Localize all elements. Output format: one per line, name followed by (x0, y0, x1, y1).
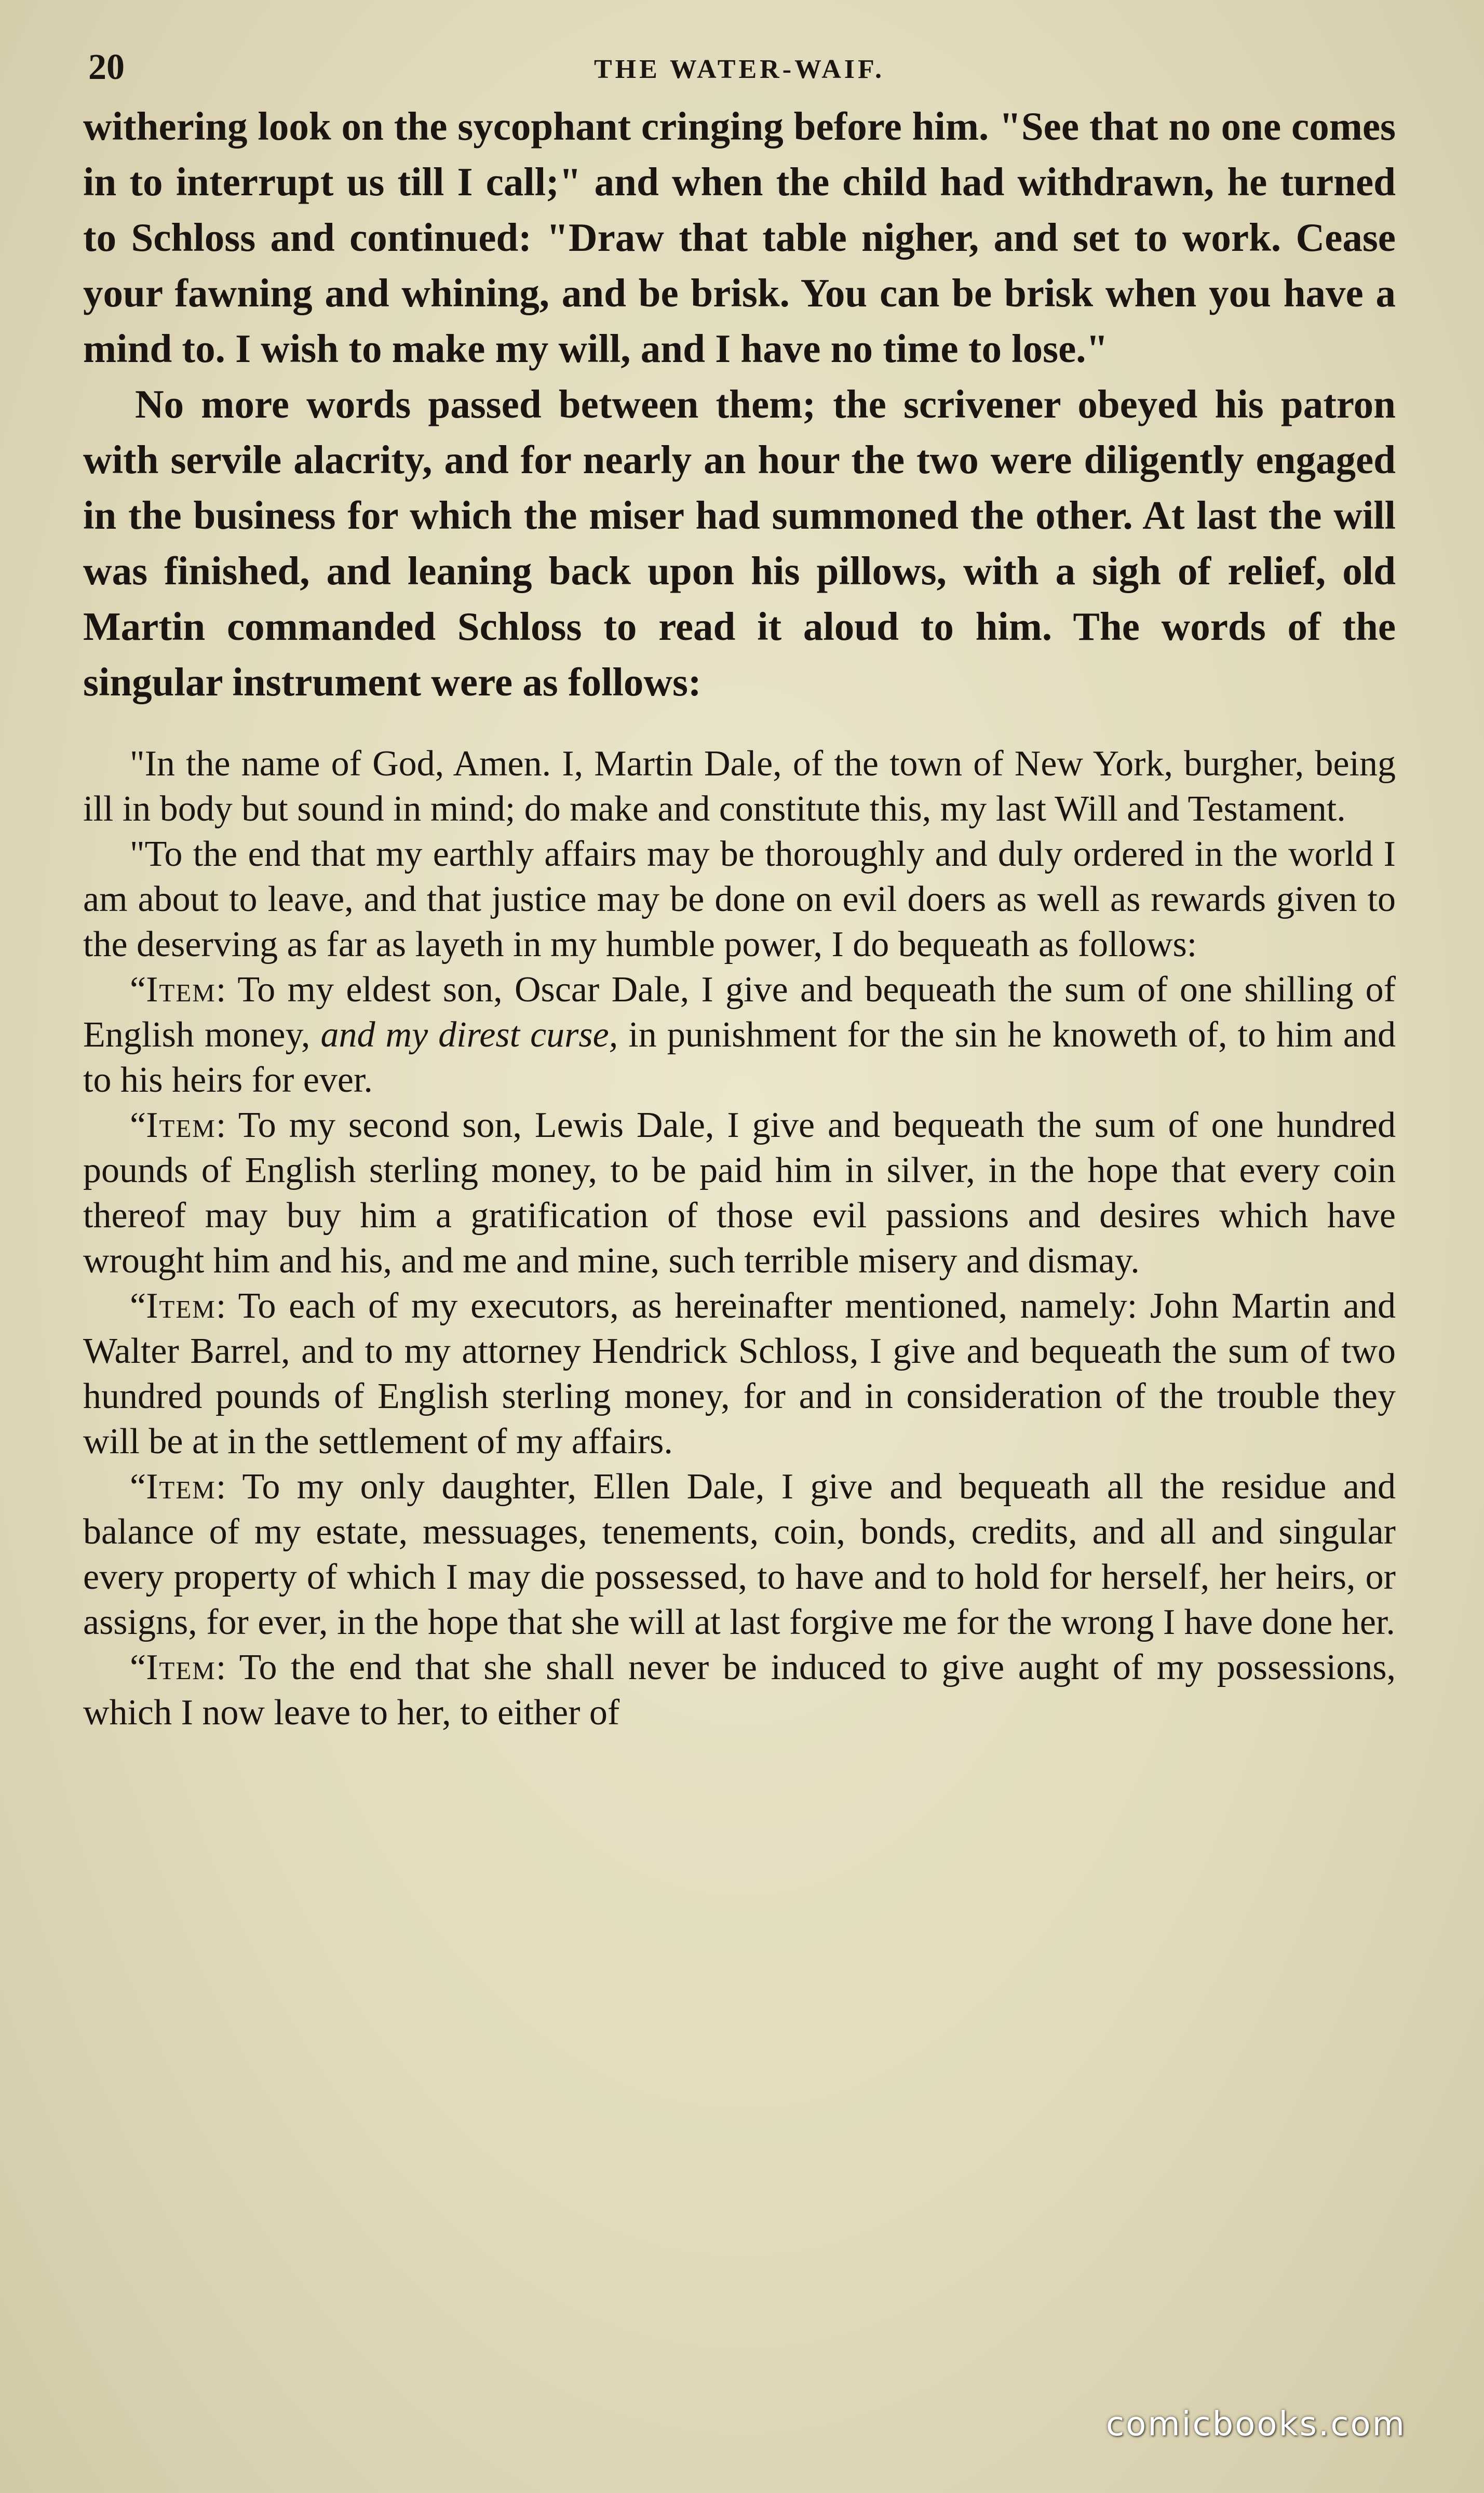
item-emphasis: and my direst curse, (320, 1015, 618, 1055)
item-text: : To my second son, Lewis Dale, I give and bequeath the sum of one hundred pounds of English sterling money, to be paid him in silver, in the hope that every coin thereof may buy him a gratification of those evil passions and desires which have wrought him and his, and me and mine, such terrible misery and dismay. (83, 1105, 1396, 1281)
item-label: Item (146, 1467, 216, 1507)
item-text: : To my only daughter, Ellen Dale, I give and bequeath all the residue and balance of my estate, messuages, tenements, coin, bonds, credits, and all and singular every property of which I may die possessed, to have and to hold for herself, her heirs, or assigns, for ever, in the hope that she will at last forgive me for the wrong I have done her. (83, 1467, 1396, 1642)
will-preamble: "To the end that my earthly affairs may be thoroughly and duly ordered in the world I am about to leave, and that justice may be done on evil doers as well as rewards given to the deserving as far as layeth in my humble power, I do bequeath as follows: (83, 834, 1396, 964)
item-label: Item (146, 970, 216, 1010)
item-text: : To each of my executors, as hereinafter mentioned, namely: John Martin and Walter Barrel, and to my attorney Hendrick Schloss, I give and bequeath the sum of two hundred pounds of English sterling money, for and in consideration of the trouble they will be at in the settlement of my affairs. (83, 1286, 1396, 1462)
will-item-final: “Item: To the end that she shall never be induced to give aught of my possessions, which I now leave to her, to either of (83, 1647, 1396, 1733)
item-text: : To my eldest son, Oscar Dale, I give and bequeath the sum of one shilling of English money, (83, 970, 1396, 1055)
item-text: in punishment for the sin he knoweth of, to him and to his heirs for ever. (83, 1015, 1396, 1100)
page-header (83, 47, 1396, 99)
item-text: : To the end that she shall never be induced to give aught of my possessions, which I now leave to her, to either of (83, 1647, 1396, 1733)
watermark: comicbooks.com (1105, 2405, 1406, 2444)
will-item-executors: “Item: To each of my executors, as hereinafter mentioned, namely: John Martin and Walter Barrel, and to my attorney Hendrick Schloss, I give and bequeath the sum of two hundred pounds of English sterling money, for and in consideration of the trouble they will be at in the settlement of my affairs. (83, 1286, 1396, 1462)
item-label: Item (146, 1105, 216, 1145)
will-item-oscar: “Item: To my eldest son, Oscar Dale, I give and bequeath the sum of one shilling of English money, and my direst curse, in punishment for the sin he knoweth of, to him and to his heirs for ever. (83, 970, 1396, 1100)
will-item-lewis: “Item: To my second son, Lewis Dale, I give and bequeath the sum of one hundred pounds of English sterling money, to be paid him in silver, in the hope that every coin thereof may buy him a gratification of those evil passions and desires which have wrought him and his, and me and mine, such terrible misery and dismay. (83, 1105, 1396, 1281)
narrative-paragraph: No more words passed between them; the scrivener obeyed his patron with servile alacrity, and for nearly an hour the two were diligently engaged in the business for which the miser had summoned the other. At last the will was finished, and leaning back upon his pillows, with a sigh of relief, old Martin commanded Schloss to read it aloud to him. The words of the singular instrument were as follows: (83, 382, 1396, 704)
item-label: Item (146, 1647, 216, 1687)
narrative-section (83, 99, 1396, 710)
page-number: 20 (88, 47, 125, 87)
running-head: THE WATER-WAIF. (593, 55, 885, 84)
will-item-ellen: “Item: To my only daughter, Ellen Dale, I give and bequeath all the residue and balance of my estate, messuages, tenements, coin, bonds, credits, and all and singular every property of which I may die possessed, to have and to hold for herself, her heirs, or assigns, for ever, in the hope that she will at last forgive me for the wrong I have done her. (83, 1467, 1396, 1642)
item-label: Item (146, 1286, 216, 1326)
will-opening: "In the name of God, Amen. I, Martin Dale, of the town of New York, burgher, being ill in body but sound in mind; do make and constitute this, my last Will and Testament. (83, 744, 1396, 829)
narrative-paragraph: withering look on the sycophant cringing before him. "See that no one comes in to interrupt us till I call;" and when the child had withdrawn, he turned to Schloss and continued: "Draw that table nigher, and set to work. Cease your fawning and whining, and be brisk. You can be brisk when you have a mind to. I wish to make my will, and I have no time to lose." (83, 104, 1396, 371)
will-text (83, 741, 1396, 1735)
